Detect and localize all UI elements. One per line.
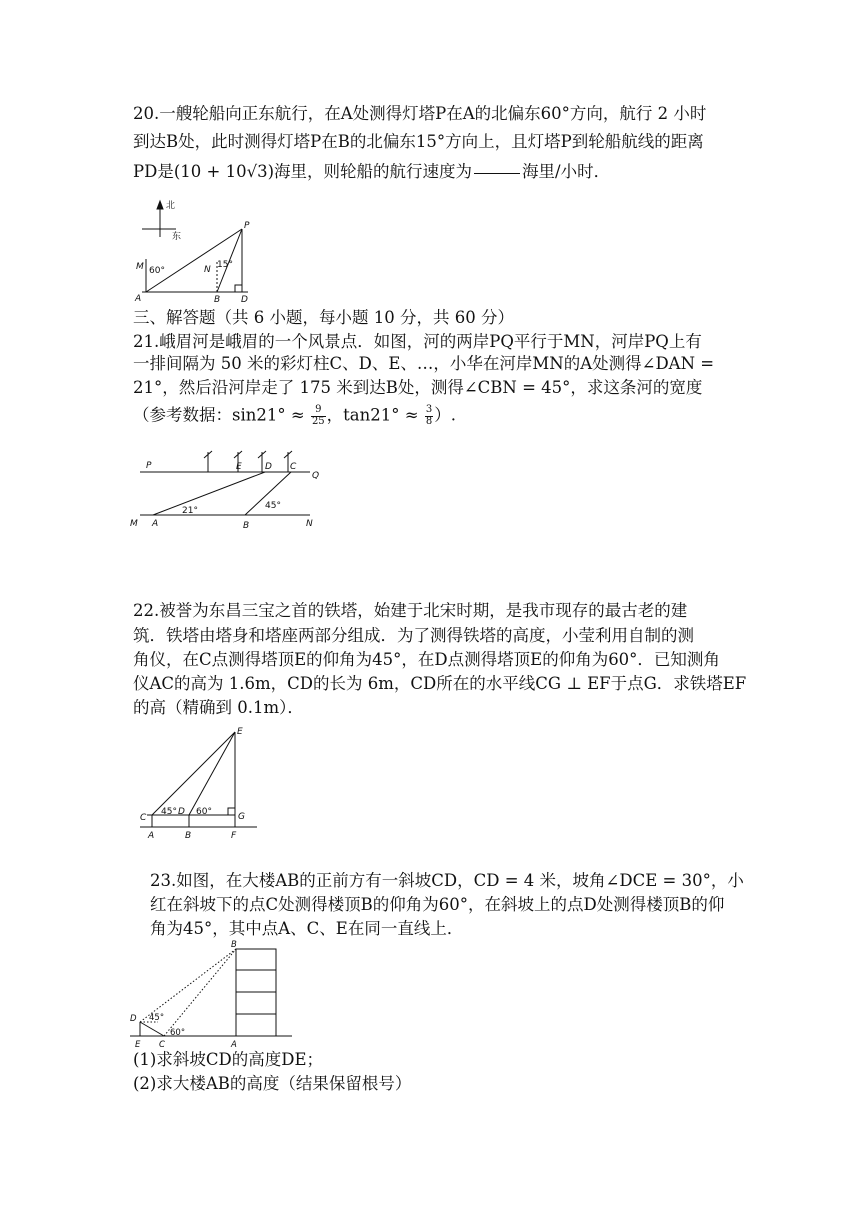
label-M: M — [136, 262, 144, 272]
line-CE — [152, 732, 235, 815]
label-60deg: 60° — [149, 266, 165, 276]
q22-line-3: 角仪，在C点测得塔顶E的仰角为45°，在D点测得塔顶E的仰角为60°．已知测角 — [133, 650, 720, 669]
label-60deg: 60° — [170, 1028, 186, 1038]
label-F: F — [231, 831, 237, 841]
fraction-tan — [425, 405, 433, 427]
compass-arrow — [157, 201, 163, 209]
q21-ref-end: ）. — [434, 405, 456, 425]
q23-line-1: 23.如图，在大楼AB的正前方有一斜坡CD，CD = 4 米，坡角∠DCE = 30°，小 — [150, 871, 744, 890]
sin-numerator: 9 — [311, 405, 326, 417]
q20-line-2: 到达B处，此时测得灯塔P在B的北偏东15°方向上，且灯塔P到轮船航线的距离 — [133, 132, 704, 151]
q23-sub-1: (1)求斜坡CD的高度DE； — [133, 1050, 323, 1069]
line-DE — [189, 732, 235, 815]
q22-line-4: 仪AC的高为 1.6m，CD的长为 6m，CD所在的水平线CG ⊥ EF于点G．求铁塔EF — [133, 674, 747, 693]
label-C: C — [290, 462, 297, 472]
sightline-DB — [140, 949, 236, 1022]
label-B: B — [214, 295, 221, 305]
label-A: A — [231, 1040, 237, 1050]
q21-ref-mid: ，tan21° ≈ — [326, 405, 419, 425]
q23-line-3: 角为45°，其中点A、C、E在同一直线上． — [150, 919, 464, 938]
label-45deg: 45° — [149, 1013, 165, 1023]
q21-ref-start: （参考数据：sin21° ≈ — [133, 405, 305, 425]
q22-line-5: 的高（精确到 0.1m）． — [133, 698, 304, 717]
label-N: N — [204, 265, 211, 275]
section-heading: 三、解答题（共 6 小题，每小题 10 分，共 60 分） — [133, 308, 514, 327]
tan-denominator: 8 — [425, 415, 433, 427]
label-A: A — [152, 519, 159, 529]
label-B: B — [243, 521, 250, 531]
q22-figure — [135, 722, 260, 842]
label-Q: Q — [312, 471, 320, 481]
right-angle-mark — [235, 285, 242, 292]
label-E: E — [135, 1040, 141, 1050]
label-E: E — [236, 462, 242, 472]
label-B: B — [185, 831, 192, 841]
label-north: 北 — [166, 201, 176, 211]
tan-numerator: 3 — [425, 404, 433, 415]
q22-line-1: 22.被誉为东昌三宝之首的铁塔，始建于北宋时期，是我市现存的最古老的建 — [133, 601, 688, 620]
label-D: D — [241, 295, 248, 305]
label-east: 东 — [172, 232, 182, 242]
fraction-sin — [311, 405, 326, 427]
q23-sub-2: (2)求大楼AB的高度（结果保留根号） — [133, 1074, 412, 1093]
label-45deg: 45° — [265, 501, 281, 511]
label-C: C — [159, 1040, 165, 1050]
q20-line-3 — [133, 164, 610, 181]
answer-blank — [474, 173, 520, 174]
q21-figure — [128, 440, 328, 535]
q23-figure — [128, 937, 298, 1049]
label-15deg: 15° — [217, 260, 233, 270]
q20-line-3b: 海里/小时． — [522, 162, 611, 181]
q21-line-4 — [133, 405, 456, 427]
label-D: D — [130, 1014, 137, 1024]
label-D: D — [178, 807, 185, 817]
sin-denominator: 25 — [311, 415, 325, 427]
label-G: G — [238, 812, 245, 822]
q21-line-3: 21°，然后沿河岸走了 175 米到达B处，测得∠CBN = 45°，求这条河的宽度 — [133, 378, 703, 397]
q21-line-1: 21.峨眉河是峨眉的一个风景点．如图，河的两岸PQ平行于MN，河岸PQ上有 — [133, 332, 702, 351]
label-N: N — [306, 519, 313, 529]
sightline-CB — [164, 949, 236, 1036]
label-P: P — [244, 221, 250, 231]
label-A: A — [148, 831, 155, 841]
label-60deg: 60° — [196, 807, 212, 817]
q22-line-2: 筑．铁塔由塔身和塔座两部分组成．为了测得铁塔的高度，小莹利用自制的测 — [133, 626, 694, 645]
q20-line-1: 20.一艘轮船向正东航行，在A处测得灯塔P在A的北偏东60°方向，航行 2 小时 — [133, 104, 707, 123]
q20-line-3a: PD是(10 + 10√3)海里，则轮船的航行速度为 — [133, 162, 473, 181]
label-D: D — [265, 462, 272, 472]
line-AD — [153, 472, 265, 515]
label-21deg: 21° — [182, 506, 198, 516]
label-M: M — [130, 519, 138, 529]
q21-line-2: 一排间隔为 50 米的彩灯柱C、D、E、…，小华在河岸MN的A处测得∠DAN = — [133, 354, 715, 373]
label-E: E — [237, 727, 243, 737]
label-45deg: 45° — [161, 807, 177, 817]
right-angle-mark — [228, 808, 235, 815]
q20-figure — [130, 195, 265, 305]
label-A: A — [135, 294, 142, 304]
label-P: P — [146, 461, 152, 471]
label-B: B — [231, 940, 237, 950]
slope-CD — [140, 1022, 164, 1036]
q23-line-2: 红在斜坡下的点C处测得楼顶B的仰角为60°，在斜坡上的点D处测得楼顶B的仰 — [150, 895, 725, 914]
label-C: C — [140, 813, 147, 823]
